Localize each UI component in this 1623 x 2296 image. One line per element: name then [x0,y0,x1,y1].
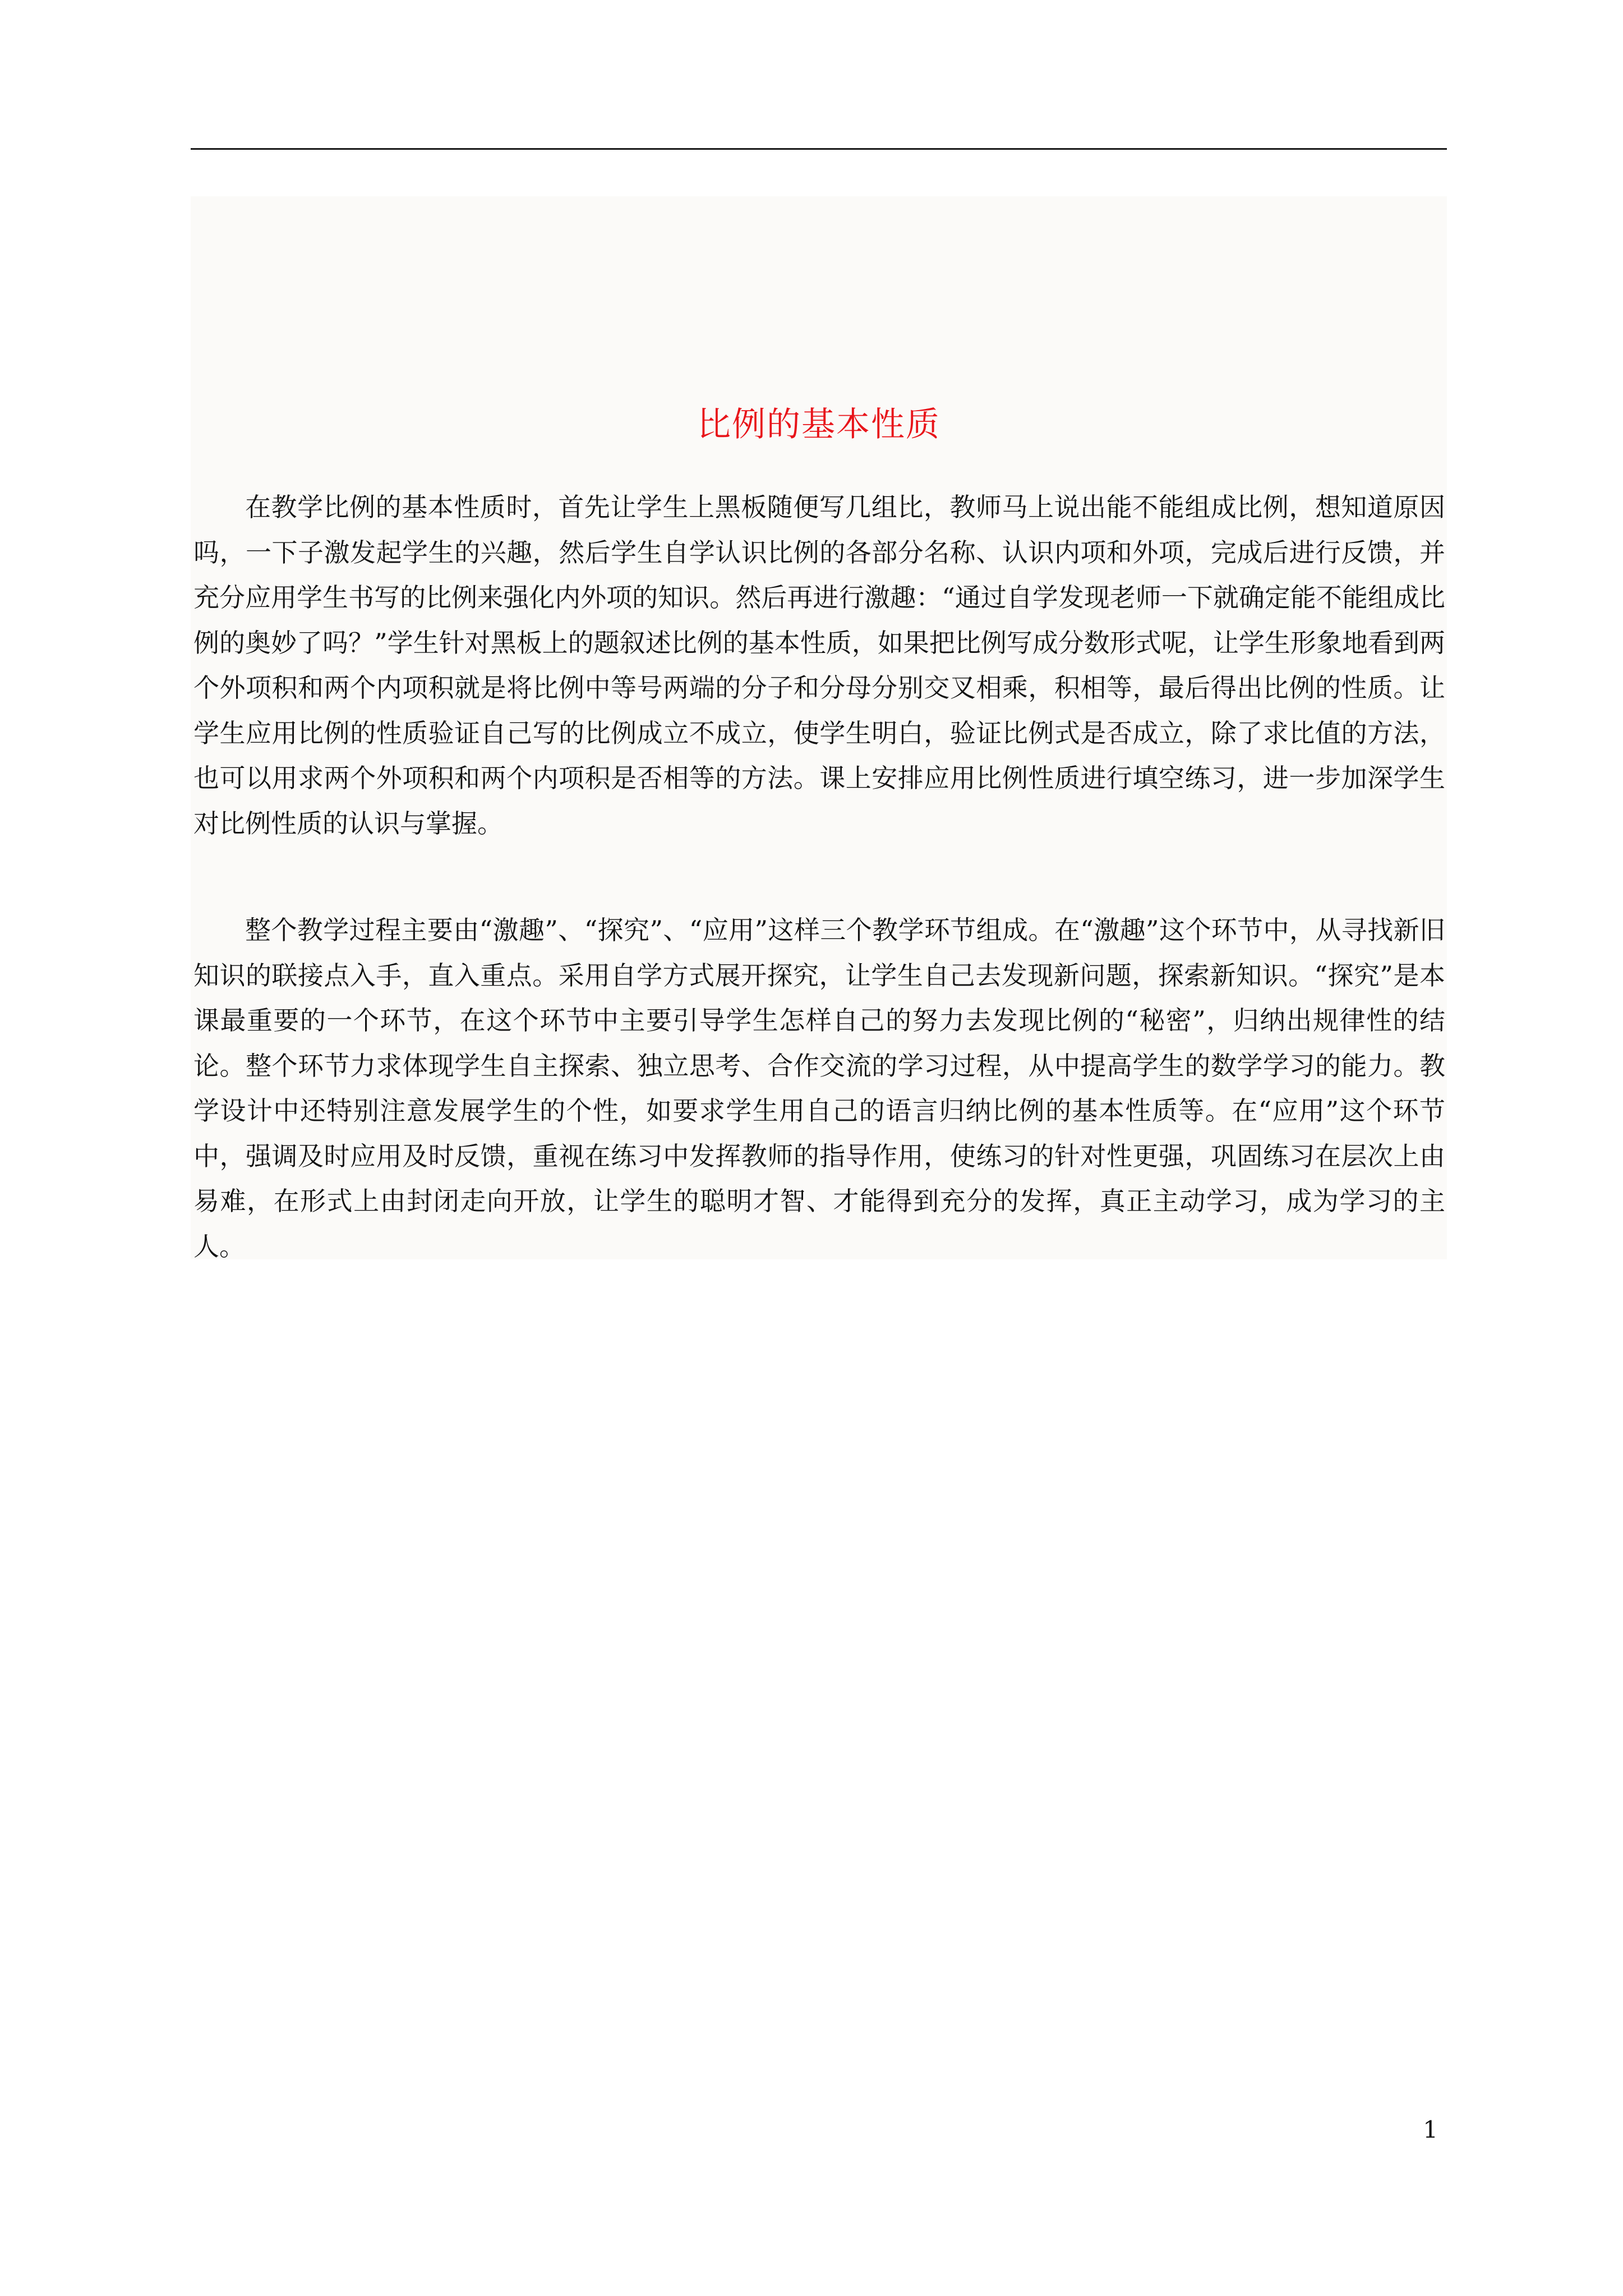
body-paragraph-2: 整个教学过程主要由“激趣”、“探究”、“应用”这样三个教学环节组成。在“激趣”这个环节中，从寻找新旧知识的联接点入手，直入重点。采用自学方式展开探究，让学生自己去发现新问题，探索新知识。“探究”是本课最重要的一个环节，在这个环节中主要引导学生怎样自己的努力去发现比例的“秘密”，归纳出规律性的结论。整个环节力求体现学生自主探索、独立思考、合作交流的学习过程，从中提高学生的数学学习的能力。教学设计中还特别注意发展学生的个性，如要求学生用自己的语言归纳比例的基本性质等。在“应用”这个环节中，强调及时应用及时反馈，重视在练习中发挥教师的指导作用，使练习的针对性更强，巩固练习在层次上由易难，在形式上由封闭走向开放，让学生的聪明才智、才能得到充分的发挥，真正主动学习，成为学习的主人。 [193,915,1445,1262]
body-paragraph-1: 在教学比例的基本性质时，首先让学生上黑板随便写几组比，教师马上说出能不能组成比例，想知道原因吗，一下子激发起学生的兴趣，然后学生自学认识比例的各部分名称、认识内项和外项，完成后进行反馈，并充分应用学生书写的比例来强化内外项的知识。然后再进行激趣：“通过自学发现老师一下就确定能不能组成比例的奥妙了吗？”学生针对黑板上的题叙述比例的基本性质，如果把比例写成分数形式呢，让学生形象地看到两个外项积和两个内项积就是将比例中等号两端的分子和分母分别交叉相乘，积相等，最后得出比例的性质。让学生应用比例的性质验证自己写的比例成立不成立，使学生明白，验证比例式是否成立，除了求比值的方法，也可以用求两个外项积和两个内项积是否相等的方法。课上安排应用比例性质进行填空练习，进一步加深学生对比例性质的认识与掌握。 [193,492,1445,839]
page-number: 1 [1423,2116,1438,2143]
header-rule [191,148,1447,150]
document-title: 比例的基本性质 [697,405,940,445]
